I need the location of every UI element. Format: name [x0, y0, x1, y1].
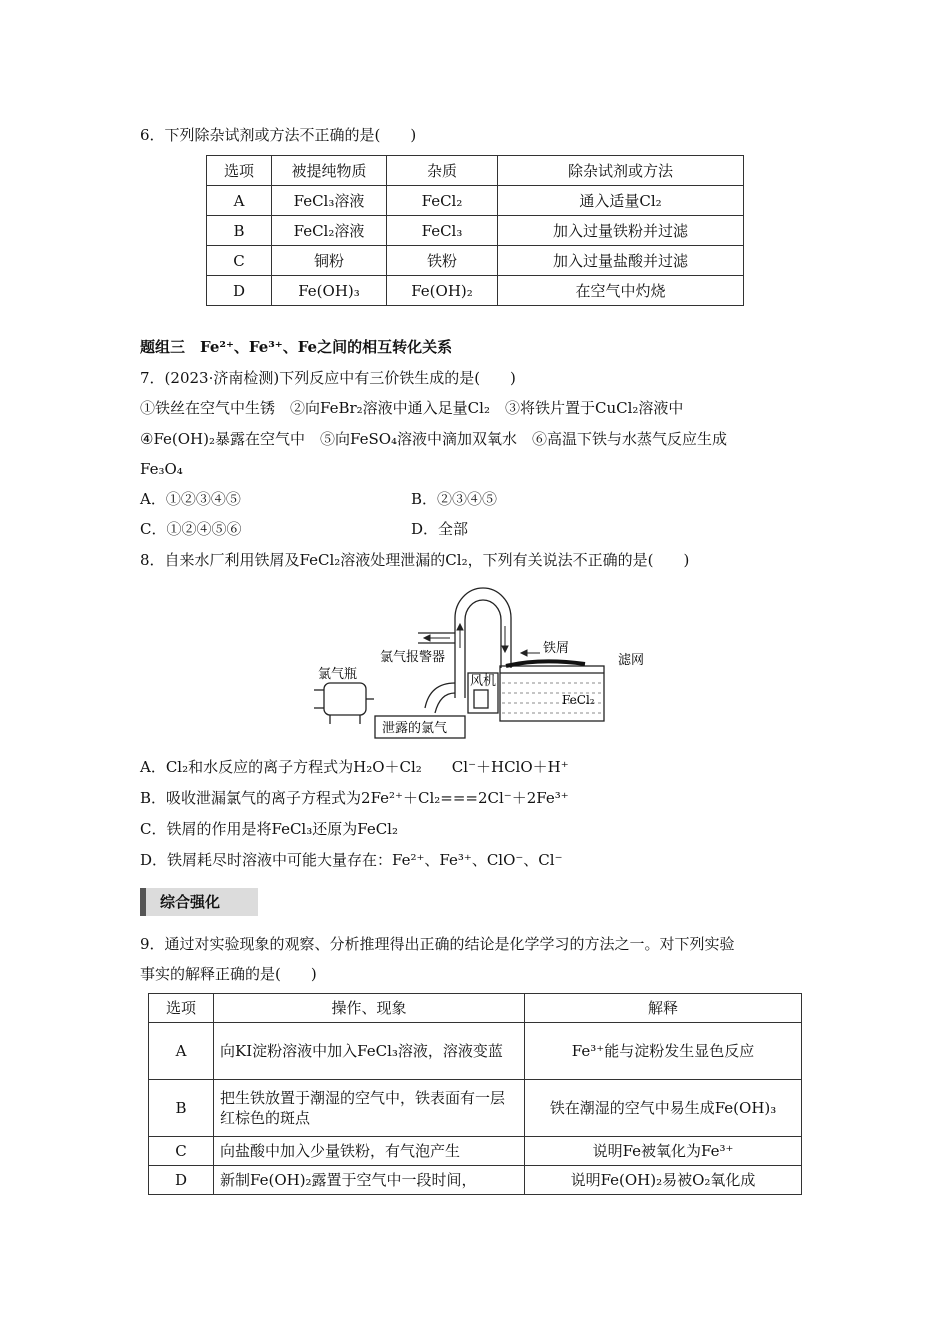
table-cell: 说明Fe(OH)₂易被O₂氧化成: [525, 1166, 802, 1195]
table-cell: 在空气中灼烧: [498, 276, 744, 306]
q7-option-c: C．①②④⑤⑥: [140, 520, 242, 538]
table-cell: Fe(OH)₂: [387, 276, 498, 306]
q7-line1: ①铁丝在空气中生锈 ②向FeBr₂溶液中通入足量Cl₂ ③将铁片置于CuCl₂溶液中: [140, 399, 684, 417]
table-cell: 向KI淀粉溶液中加入FeCl₃溶液，溶液变蓝: [214, 1023, 525, 1080]
table-cell: 铁粉: [387, 246, 498, 276]
table-cell: 铁在潮湿的空气中易生成Fe(OH)₃: [525, 1080, 802, 1137]
table-header-cell: 解释: [525, 994, 802, 1023]
table-cell: 加入过量铁粉并过滤: [498, 216, 744, 246]
q9-stem-line1: 9．通过对实验现象的观察、分析推理得出正确的结论是化学学习的方法之一。对下列实验: [140, 935, 735, 953]
table-cell: 把生铁放置于潮湿的空气中，铁表面有一层红棕色的斑点: [214, 1080, 525, 1137]
q7-option-b: B．②③④⑤: [411, 490, 498, 508]
table-row: [149, 1166, 802, 1195]
q7-line2: ④Fe(OH)₂暴露在空气中 ⑤向FeSO₄溶液中滴加双氧水 ⑥高温下铁与水蒸气反应生成: [140, 430, 728, 448]
q9-stem-line2: 事实的解释正确的是( ): [140, 965, 317, 983]
q7-line3: Fe₃O₄: [140, 460, 183, 478]
table-header-row: [207, 156, 744, 186]
q8-option-d: D．铁屑耗尽时溶液中可能大量存在：Fe²⁺、Fe³⁺、ClO⁻、Cl⁻: [140, 851, 563, 869]
table-header-cell: 选项: [207, 156, 272, 186]
group3-title: 题组三 Fe²⁺、Fe³⁺、Fe之间的相互转化关系: [140, 338, 453, 356]
table-row: [149, 1023, 802, 1080]
q7-option-a: A．①②③④⑤: [140, 490, 241, 508]
table-cell: FeCl₃溶液: [272, 186, 387, 216]
diagram-label-solution: FeCl₂: [562, 693, 595, 707]
chlorine-absorption-diagram: [300, 578, 650, 743]
q8-option-a: A．Cl₂和水反应的离子方程式为H₂O＋Cl₂ Cl⁻＋HClO＋H⁺: [140, 758, 569, 776]
table-cell: C: [149, 1137, 214, 1166]
table-cell: 新制Fe(OH)₂露置于空气中一段时间，: [214, 1166, 525, 1195]
diagram-label-iron: 铁屑: [543, 641, 570, 656]
table-cell: FeCl₃: [387, 216, 498, 246]
diagram-label-fan: 风机: [470, 674, 497, 689]
table-row: [149, 1137, 802, 1166]
table-header-row: [149, 994, 802, 1023]
table-cell: FeCl₂溶液: [272, 216, 387, 246]
table-cell: C: [207, 246, 272, 276]
q7-stem: 7．(2023·济南检测)下列反应中有三价铁生成的是( ): [140, 369, 516, 387]
table-header-cell: 被提纯物质: [272, 156, 387, 186]
table-header-cell: 杂质: [387, 156, 498, 186]
q6-table: [206, 155, 744, 306]
section-title: 综合强化: [140, 888, 258, 916]
table-cell: Fe(OH)₃: [272, 276, 387, 306]
table-cell: A: [149, 1023, 214, 1080]
table-cell: D: [207, 276, 272, 306]
table-cell: 加入过量盐酸并过滤: [498, 246, 744, 276]
table-row: [207, 186, 744, 216]
table-row: [207, 276, 744, 306]
table-row: [207, 216, 744, 246]
table-header-cell: 操作、现象: [214, 994, 525, 1023]
table-cell: Fe³⁺能与淀粉发生显色反应: [525, 1023, 802, 1080]
diagram-label-cylinder: 氯气瓶: [318, 667, 358, 682]
table-row: [207, 246, 744, 276]
table-cell: 通入适量Cl₂: [498, 186, 744, 216]
table-cell: 铜粉: [272, 246, 387, 276]
q6-stem: 6．下列除杂试剂或方法不正确的是( ): [140, 126, 417, 144]
table-cell: FeCl₂: [387, 186, 498, 216]
table-cell: A: [207, 186, 272, 216]
table-cell: B: [149, 1080, 214, 1137]
q7-option-d: D．全部: [411, 520, 469, 538]
table-header-cell: 选项: [149, 994, 214, 1023]
q8-option-c: C．铁屑的作用是将FeCl₃还原为FeCl₂: [140, 820, 398, 838]
q8-stem: 8．自来水厂利用铁屑及FeCl₂溶液处理泄漏的Cl₂，下列有关说法不正确的是( ): [140, 551, 690, 569]
diagram-label-alarm: 氯气报警器: [380, 650, 446, 665]
table-cell: B: [207, 216, 272, 246]
table-cell: 向盐酸中加入少量铁粉，有气泡产生: [214, 1137, 525, 1166]
table-cell: 说明Fe被氧化为Fe³⁺: [525, 1137, 802, 1166]
diagram-label-filter: 滤网: [618, 653, 645, 668]
q9-table: [148, 993, 802, 1195]
table-header-cell: 除杂试剂或方法: [498, 156, 744, 186]
table-cell: D: [149, 1166, 214, 1195]
diagram-label-leak: 泄露的氯气: [382, 721, 448, 736]
q8-option-b: B．吸收泄漏氯气的离子方程式为2Fe²⁺＋Cl₂===2Cl⁻＋2Fe³⁺: [140, 789, 569, 807]
table-row: [149, 1080, 802, 1137]
